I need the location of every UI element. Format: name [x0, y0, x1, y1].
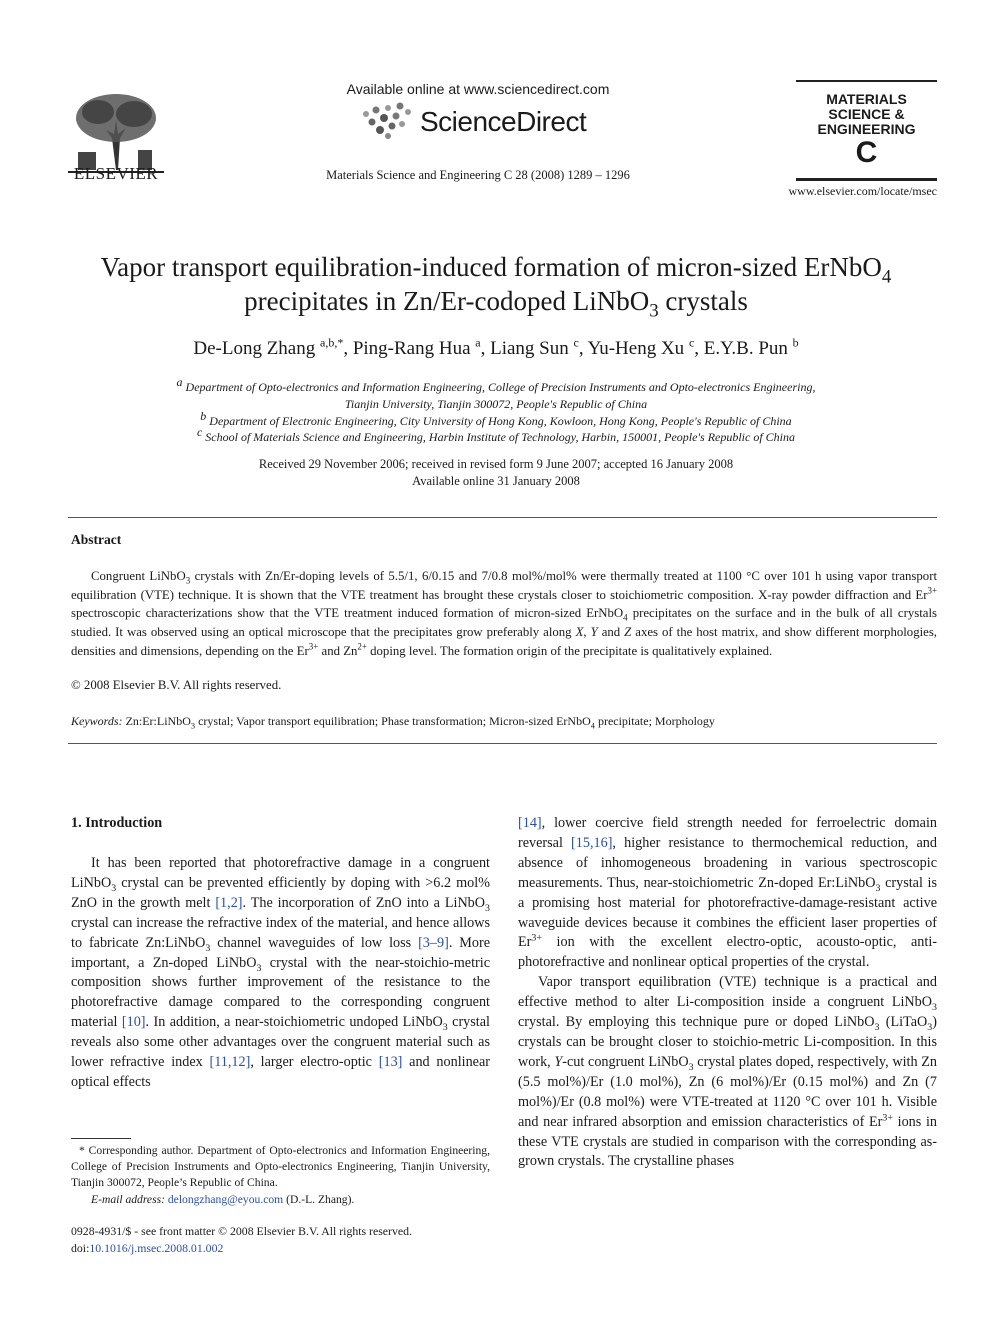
abstract-heading: Abstract: [71, 532, 122, 547]
author[interactable]: Liang Sun: [490, 338, 569, 359]
citation-link[interactable]: [15,16]: [571, 834, 613, 851]
journal-reference: Materials Science and Engineering C 28 (2008) 1289 – 1296: [326, 168, 630, 182]
citation-link[interactable]: [1,2]: [215, 894, 243, 911]
paper-title: Vapor transport equilibration-induced formation of micron-sized ErNbO$_4$ precipitates in Zn/Er-codoped LiNbO$_3$ crystals: [100, 252, 892, 322]
keywords: Keywords: Zn:Er:LiNbO$_3$ crystal; Vapor transport equilibration; Phase transformation; Micron-sized ErNbO$_4$ precipitate; Morphology: [71, 714, 715, 731]
available-online[interactable]: Available online at www.sciencedirect.com: [346, 81, 610, 97]
article-dates: Received 29 November 2006; received in revised form 9 June 2007; accepted 16 January 2008 Available online 31 January 2008: [258, 457, 734, 488]
footnote-rule: [71, 1138, 131, 1139]
journal-logo-title: MATERIALS SCIENCE & ENGINEERING: [817, 91, 916, 137]
citation-link[interactable]: [10]: [121, 1014, 146, 1031]
citation-link[interactable]: [14]: [518, 815, 542, 831]
author[interactable]: Yu-Heng Xu: [587, 338, 685, 359]
abstract-body: Congruent LiNbO$_3$ crystals with Zn/Er-doping levels of 5.5/1, 6/0.15 and 7/0.8 mol%/mol% were thermally treated at 1100 °C over 101 h using vapor transport equilibration (VTE) technique. It is shown that the VTE treatment has brought these crystals closer to stoichiometric composition. X-ray powder diffraction and $Er^{3+}$ spectroscopic characterizations show that the VTE treatment induced formation of micron-sized ErNbO$_4$ precipitates on the surface and in the bulk of all crystals studied. It was observed using an optical microscope that the precipitates grow preferably along X, Y and Z axes of the host matrix, and show different morphologies, densities and dimensions, depending on the $Er^{3+}$ and $Zn^{2+}$ doping level. The formation origin of the precipitate is qualitatively explained.: [71, 569, 938, 658]
elsevier-wordmark: ELSEVIER: [73, 164, 159, 183]
body-column-right: [14], lower coercive field strength needed for ferroelectric domain reversal [15,16], higher resistance to thermochemical reduction, and absence of inhomogeneous broadening in various spectroscopic measurements. Thus, near-stoichiometric Zn-doped Er:LiNbO$_3$ crystal is a promising host material for photorefractive-damage-resistant active waveguide devices because it combines the efficient laser properties of $Er^{3+}$ ion with the excellent electro-optic, acousto-optic, anti-photorefractive and nonlinear optical properties of the crystal. Vapor transport equilibration (VTE) technique is a practical and effective method to alter Li-composition inside a congruent LiNbO$_3$ crystal. By employing this technique pure or doped LiNbO$_3$ (LiTaO$_3$) crystals can be brought closer to stoichio-metric Li-composition. In this work, Y-cut congruent LiNbO$_3$ crystal plates doped, respectively, with Zn (5.5 mol%)/Er (1.0 mol%), Zn (6 mol%)/Er (0.15 mol%) and Zn (7 mol%)/Er (0.8 mol%) were VTE-treated at 1120 °C over 101 h. Visible and near infrared absorption and emission characteristics of $Er^{3+}$ ions in these VTE crystals are studied in comparison with the corresponding as-grown crystals. The crystalline phases: [518, 815, 937, 1170]
section-heading-introduction: 1. Introduction: [71, 815, 163, 831]
author-list: De-Long Zhang $^{a,b,*}$, Ping-Rang Hua $^a$, Liang Sun $^c$, Yu-Heng Xu $^c$, E.Y.B. Pun $^b$: [193, 335, 799, 359]
corresponding-author-footnote: * Corresponding author. Department of Opto-electronics and Information Engineering, College of Precision Instruments and Opto-electronics Engineering, Tianjin University, Tianjin 300072, People’s Republic of China. E-mail address: delongzhang@eyou.com (D.-L. Zhang).: [71, 1144, 490, 1206]
sciencedirect-wordmark: ScienceDirect: [420, 106, 587, 137]
journal-url[interactable]: www.elsevier.com/locate/msec: [788, 184, 937, 198]
affiliations: $^a$ Department of Opto-electronics and Information Engineering, College of Precision Instruments and Opto-electronics Engineering, Tianjin University, Tianjin 300072, People's Republic of China $^b$ Department of Electronic Engineering, City University of Hong Kong, Kowloon, Hong Kong, People's Republic of China $^c$ School of Materials Science and Engineering, Harbin Institute of Technology, Harbin, 150001, People's Republic of China: [176, 375, 816, 445]
citation-link[interactable]: [11,12]: [209, 1054, 251, 1071]
author[interactable]: De-Long Zhang: [193, 338, 316, 359]
divider: [68, 743, 937, 744]
copyright-notice: © 2008 Elsevier B.V. All rights reserved.: [71, 678, 282, 692]
doi-link[interactable]: 10.1016/j.msec.2008.01.002: [89, 1240, 224, 1255]
email-link[interactable]: delongzhang@eyou.com: [167, 1192, 284, 1206]
citation-link[interactable]: [3–9]: [418, 934, 449, 951]
sciencedirect-dots-icon: [358, 100, 418, 144]
citation-link[interactable]: [13]: [378, 1054, 403, 1071]
author[interactable]: Ping-Rang Hua: [352, 338, 471, 359]
author[interactable]: E.Y.B. Pun: [703, 338, 788, 359]
body-column-left: It has been reported that photorefractive damage in a congruent LiNbO$_3$ crystal can be prevented efficiently by doping with >6.2 mol% ZnO in the growth melt [1,2]. The incorporation of ZnO into a LiNbO$_3$ crystal can increase the refractive index of the material, and hence allows to fabricate Zn:LiNbO$_3$ channel waveguides of low loss [3–9]. More important, a Zn-doped LiNbO$_3$ crystal with the near-stoichio-metric composition shows further improvement of the resistance to the photorefractive damage compared to the corresponding congruent material [10]. In addition, a near-stoichiometric undoped LiNbO$_3$ crystal reveals also some other advantages over the congruent material such as lower refractive index [11,12], larger electro-optic [13] and nonlinear optical effects: [71, 855, 491, 1090]
issn-doi: 0928-4931/$ - see front matter © 2008 Elsevier B.V. All rights reserved. doi:10.1016/j.msec.2008.01.002: [71, 1224, 412, 1255]
journal-logo-letter: C: [855, 136, 878, 169]
divider: [68, 517, 937, 518]
